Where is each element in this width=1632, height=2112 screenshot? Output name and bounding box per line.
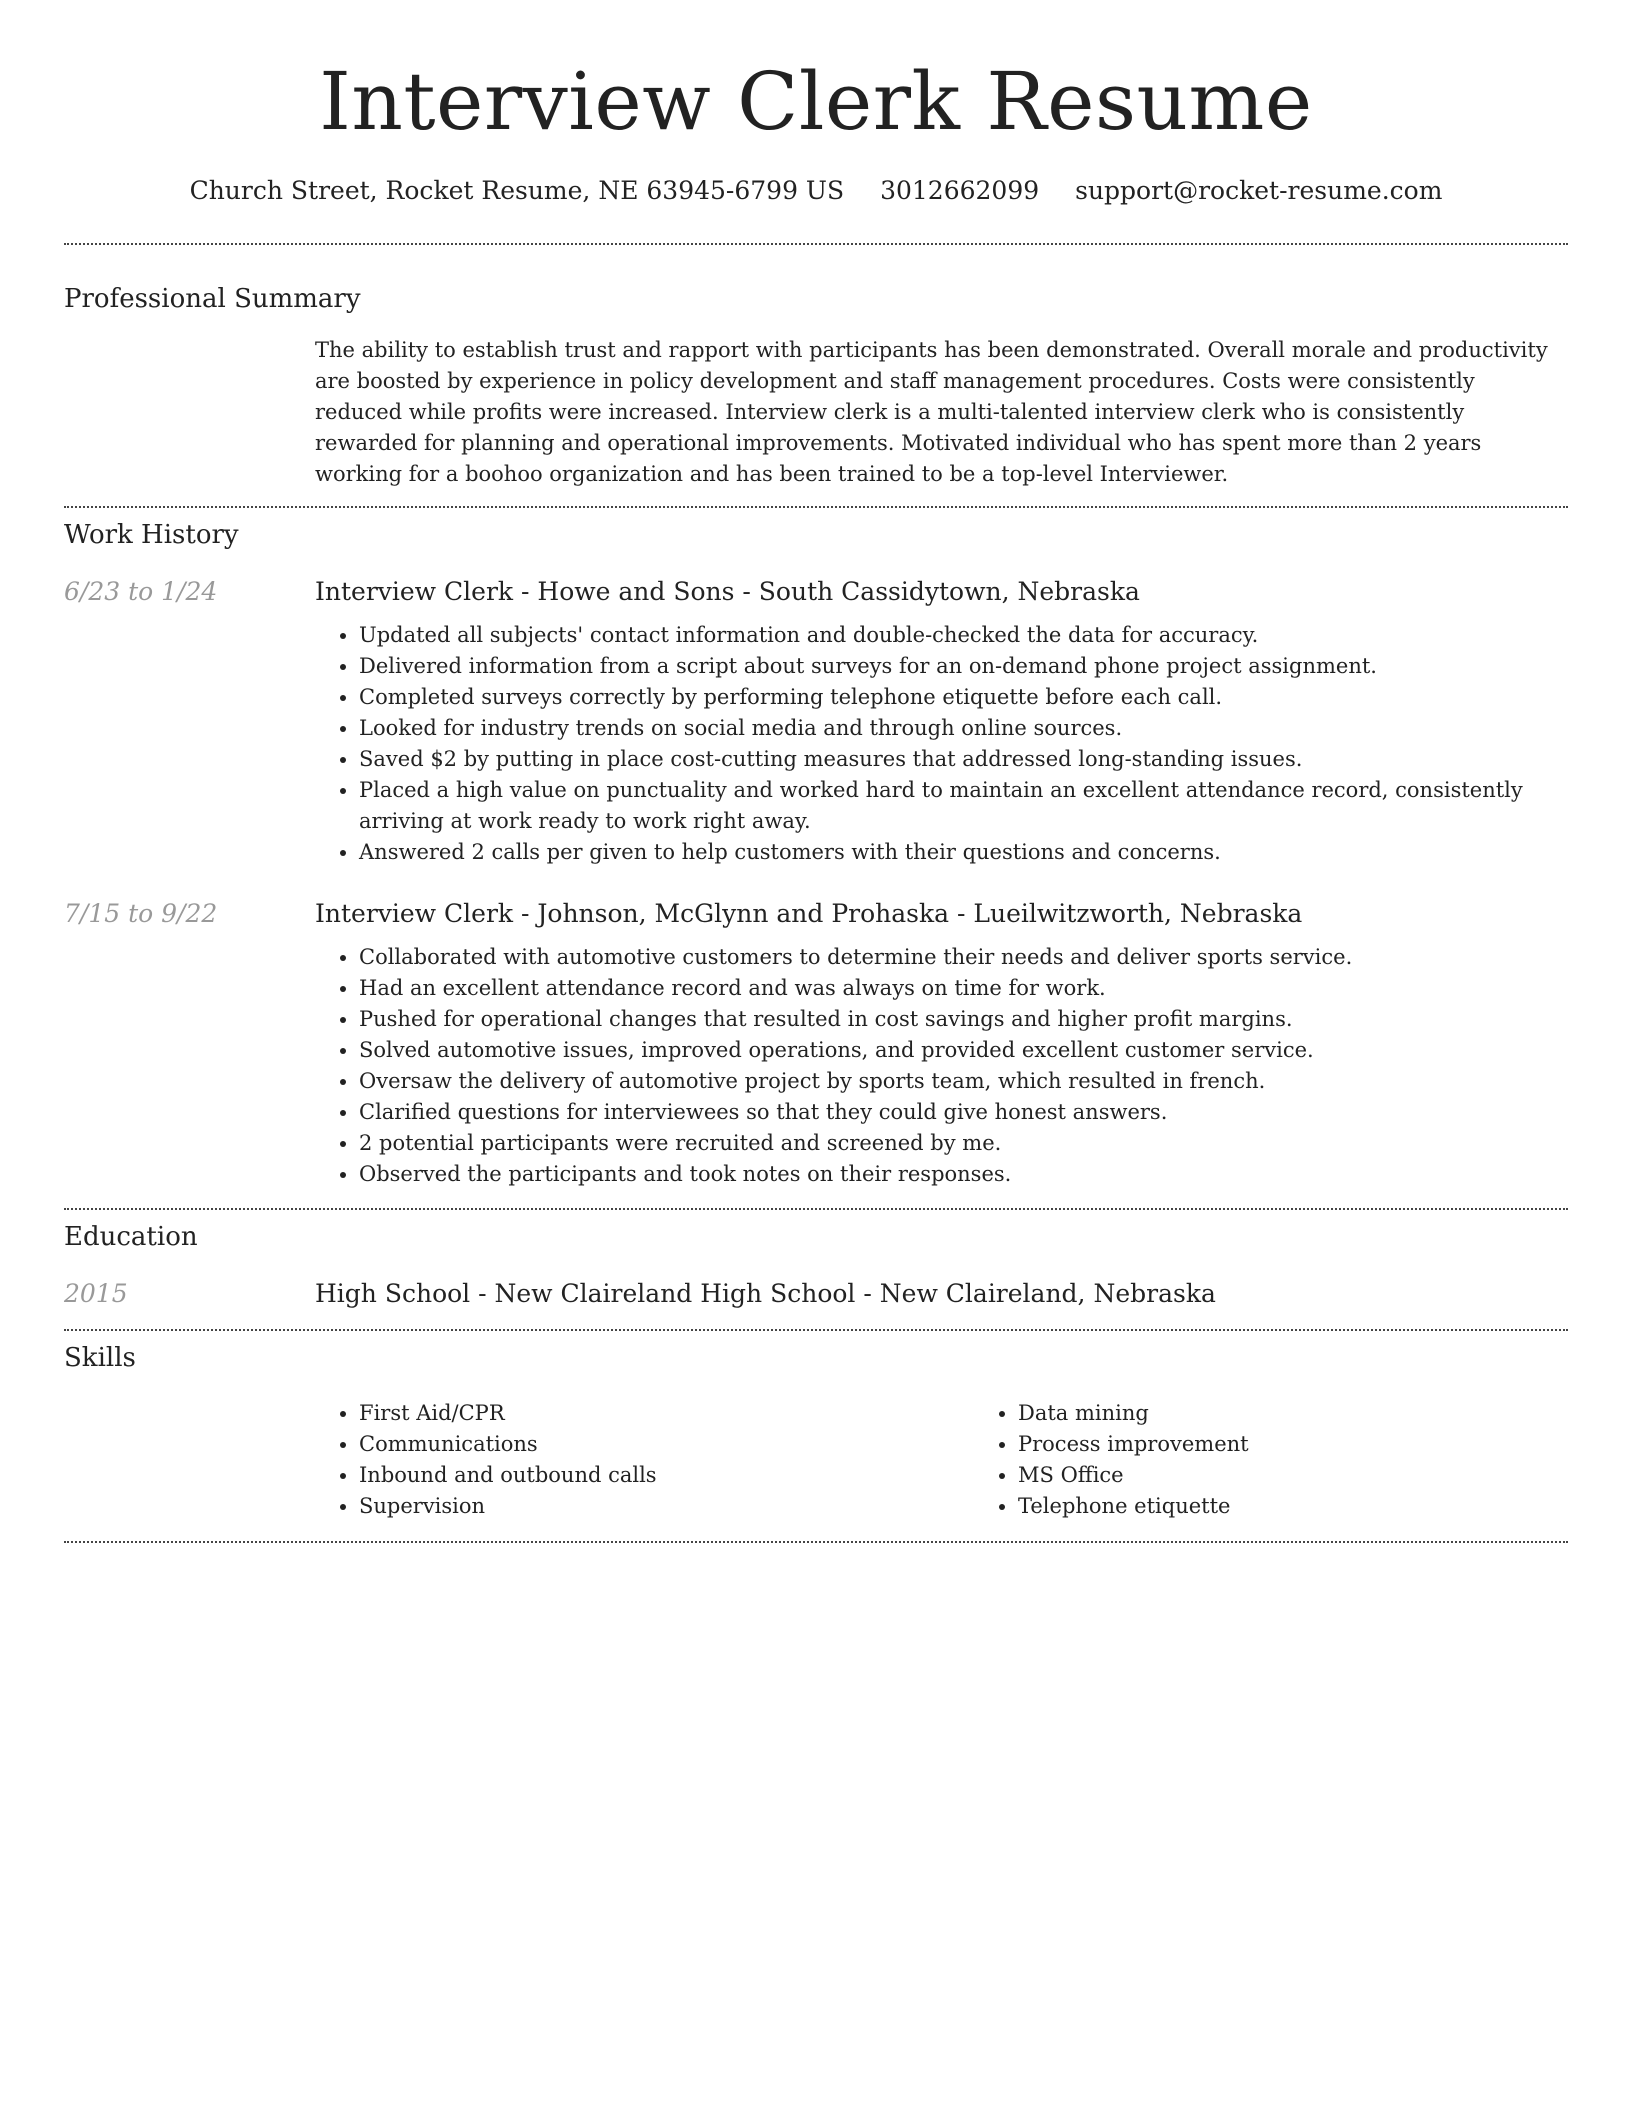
contact-phone: 3012662099 [880, 176, 1040, 205]
summary-body [315, 335, 1568, 490]
skill-item: • Inbound and outbound calls [359, 1460, 974, 1491]
skills-row [64, 1398, 1568, 1522]
work-heading: Work History [64, 520, 239, 550]
list-item: • Answered 2 calls per given to help customers with their questions and concerns. [359, 837, 1568, 868]
divider-summary [64, 506, 1568, 508]
skill-item: • MS Office [1018, 1460, 1632, 1491]
job-entry [64, 897, 1568, 1190]
skill-item: • First Aid/CPR [359, 1398, 974, 1429]
education-section [64, 1220, 1568, 1311]
divider-skills [64, 1541, 1568, 1543]
list-item: • Pushed for operational changes that resulted in cost savings and higher profit margins. [359, 1004, 1568, 1035]
skill-item: • Data mining [1018, 1398, 1632, 1429]
page-title: Interview Clerk Resume [319, 55, 1313, 148]
divider-work [64, 1208, 1568, 1210]
list-item: • Saved $2 by putting in place cost-cutting measures that addressed long-standing issues. [359, 744, 1568, 775]
list-item: • Updated all subjects' contact information and double-checked the data for accuracy. [359, 620, 1568, 651]
summary-section [64, 282, 1568, 490]
list-item: • Collaborated with automotive customers to determine their needs and deliver sports service. [359, 942, 1568, 973]
job-title: Interview Clerk - Johnson, McGlynn and Prohaska - Lueilwitzworth, Nebraska [315, 899, 1303, 928]
list-item: • Observed the participants and took notes on their responses. [359, 1159, 1568, 1190]
skills-body [315, 1398, 1568, 1522]
job-dates: 7/15 to 9/22 [64, 899, 218, 928]
list-item: • Looked for industry trends on social media and through online sources. [359, 713, 1568, 744]
skills-list-right [974, 1398, 1632, 1522]
skill-item: • Process improvement [1018, 1429, 1632, 1460]
list-item: • Had an excellent attendance record and was always on time for work. [359, 973, 1568, 1004]
contact-address: Church Street, Rocket Resume, NE 63945-6799 US [189, 176, 845, 205]
education-heading: Education [64, 1222, 198, 1252]
job-bullets [315, 620, 1568, 868]
list-item: • Placed a high value on punctuality and worked hard to maintain an excellent attendance record, consistently arriving at work ready to work right away. [359, 775, 1568, 837]
list-item: • Completed surveys correctly by performing telephone etiquette before each call. [359, 682, 1568, 713]
work-section [64, 518, 1568, 1190]
summary-row [64, 335, 1568, 490]
divider-header [64, 243, 1568, 245]
education-entry [64, 1277, 1568, 1311]
job-entry [64, 575, 1568, 868]
job-bullets [315, 942, 1568, 1190]
list-item: • Solved automotive issues, improved operations, and provided excellent customer service. [359, 1035, 1568, 1066]
skill-item: • Telephone etiquette [1018, 1491, 1632, 1522]
education-year: 2015 [64, 1279, 128, 1308]
job-body [315, 575, 1568, 868]
list-item: • Oversaw the delivery of automotive project by sports team, which resulted in french. [359, 1066, 1568, 1097]
skill-item: • Supervision [359, 1491, 974, 1522]
contact-line [64, 174, 1568, 208]
job-body [315, 897, 1568, 1190]
education-title: High School - New Claireland High School - New Claireland, Nebraska [315, 1279, 1216, 1308]
contact-email: support@rocket-resume.com [1075, 176, 1443, 205]
summary-heading: Professional Summary [64, 284, 361, 314]
skills-heading: Skills [64, 1343, 136, 1373]
skills-section [64, 1341, 1568, 1522]
skills-grid [315, 1398, 1568, 1522]
list-item: • 2 potential participants were recruited and screened by me. [359, 1128, 1568, 1159]
summary-text: The ability to establish trust and rapport with participants has been demonstrated. Overall morale and productivity are boosted by experience in policy development and staff management procedures. Costs were consistently reduced while profits were increased. Interview clerk is a multi-talented interview clerk who is consistently rewarded for planning and operational improvements. Motivated individual who has spent more than 2 years working for a boohoo organization and has been trained to be a top-level Interviewer. [315, 338, 1548, 486]
list-item: • Delivered information from a script about surveys for an on-demand phone project assignment. [359, 651, 1568, 682]
skills-list-left [315, 1398, 974, 1522]
list-item: • Clarified questions for interviewees so that they could give honest answers. [359, 1097, 1568, 1128]
skill-item: • Communications [359, 1429, 974, 1460]
job-dates: 6/23 to 1/24 [64, 577, 218, 606]
divider-education [64, 1329, 1568, 1331]
job-title: Interview Clerk - Howe and Sons - South Cassidytown, Nebraska [315, 577, 1140, 606]
education-body [315, 1277, 1568, 1311]
